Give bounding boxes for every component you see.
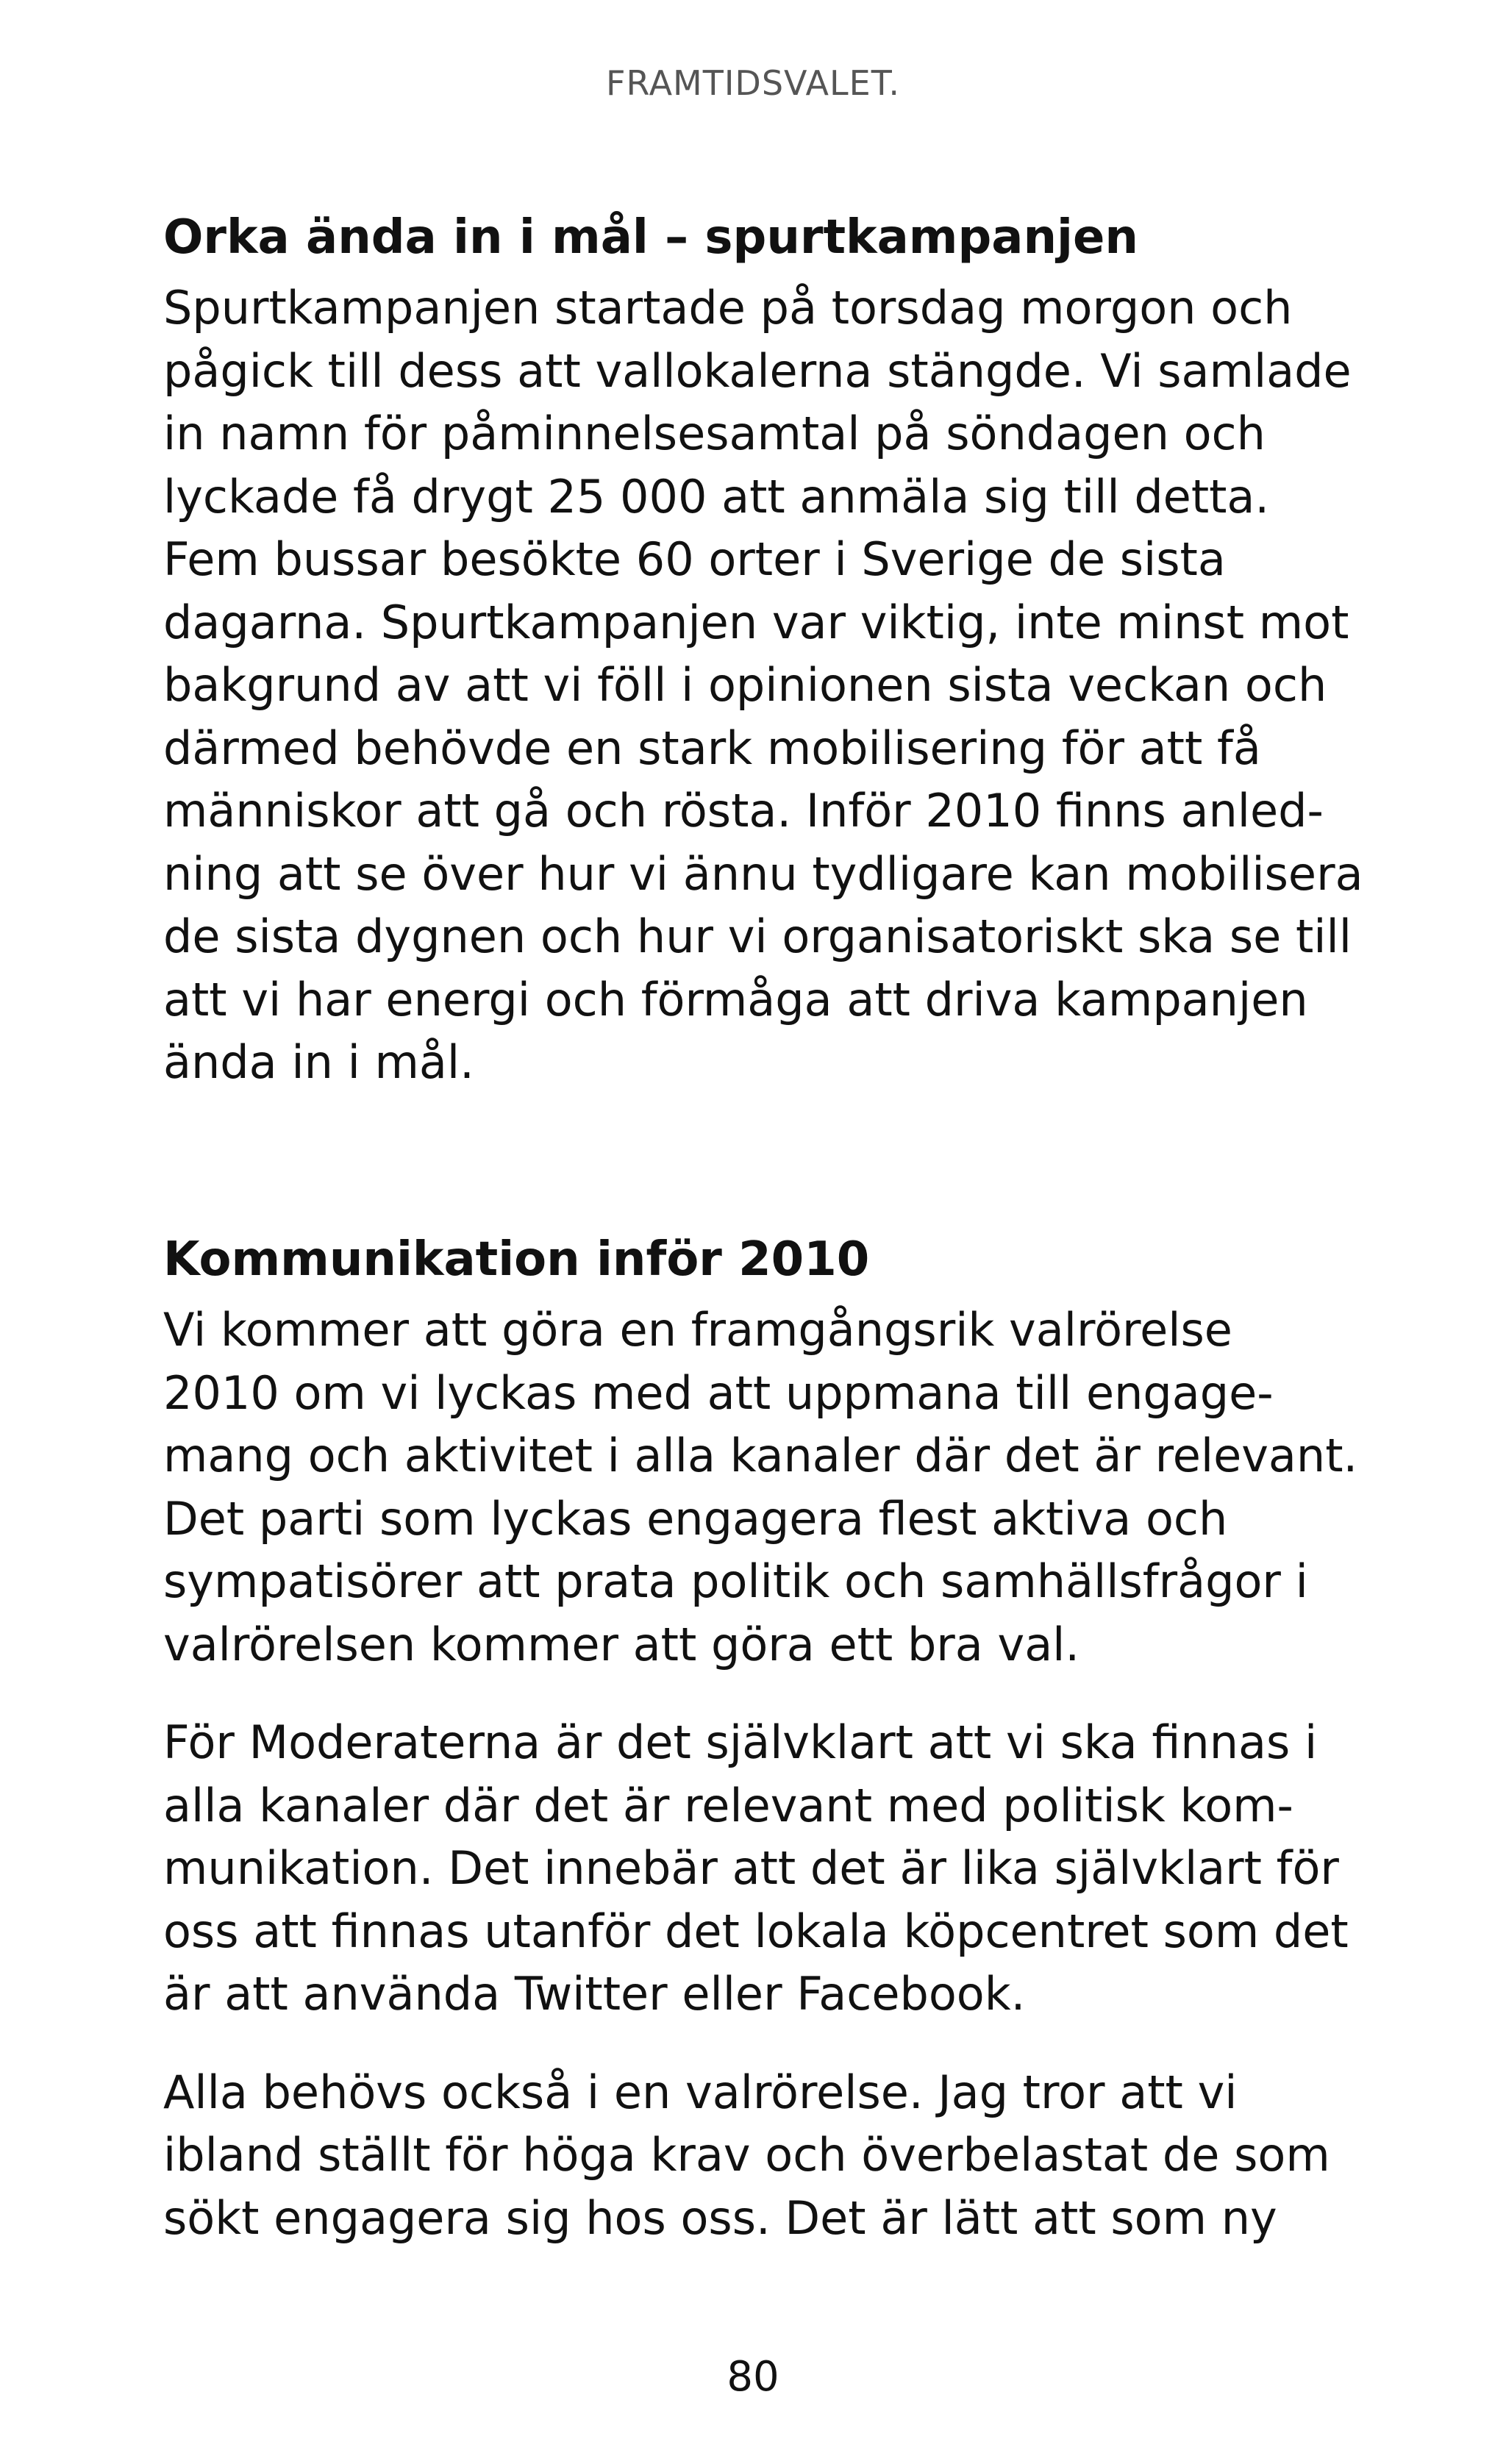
text-line: in namn för påminnelsesamtal på söndagen och — [163, 407, 1266, 460]
text-line: 2010 om vi lyckas med att uppmana till engage- — [163, 1365, 1274, 1420]
paragraph — [163, 276, 1363, 1094]
text-line: bakgrund av att vi föll i opinionen sista veckan och — [163, 658, 1327, 712]
text-line: sökt engagera sig hos oss. Det är lätt att som ny — [163, 2190, 1277, 2245]
text-line: sympatisörer att prata politik och samhällsfrågor i — [163, 1554, 1308, 1608]
text-line: ända in i mål. — [163, 1035, 474, 1089]
text-line: därmed behövde en stark mobilisering för att få — [163, 721, 1261, 775]
text-line: är att använda Twitter eller Facebook. — [163, 1967, 1026, 2021]
page-number: 80 — [727, 2353, 779, 2401]
paragraph-spacer — [163, 1676, 1281, 1711]
text-line: För Moderaterna är det självklart att vi ska finnas i — [163, 1715, 1318, 1769]
text-line: Det parti som lyckas engagera flest aktiva och — [163, 1491, 1228, 1546]
text-line: valrörelsen kommer att göra ett bra val. — [163, 1617, 1080, 1671]
text-line: Alla behövs också i en valrörelse. Jag tror att vi — [163, 2065, 1238, 2119]
paragraph — [163, 1299, 1358, 1676]
running-header: FRAMTIDSVALET. — [606, 63, 900, 103]
section-heading: Kommunikation inför 2010 — [163, 1232, 870, 1287]
text-line: oss att finnas utanför det lokala köpcentret som det — [163, 1904, 1349, 1958]
text-line: Fem bussar besökte 60 orter i Sverige de sista — [163, 532, 1226, 586]
text-line: munikation. Det innebär att det är lika självklart för — [163, 1841, 1339, 1895]
section-kommunikation — [163, 1221, 1358, 2249]
text-line: de sista dygnen och hur vi organisatoriskt ska se till — [163, 910, 1352, 963]
text-line: ibland ställt för höga krav och överbelastat de som — [163, 2128, 1330, 2182]
section-spurtkampanjen — [163, 199, 1363, 1094]
paragraph — [163, 2061, 1330, 2250]
text-line: Vi kommer att göra en framgångsrik valrörelse — [163, 1303, 1232, 1357]
text-line: mang och aktivitet i alla kanaler där det är relevant. — [163, 1429, 1358, 1482]
text-line: människor att gå och rösta. Inför 2010 finns anled- — [163, 784, 1324, 838]
text-line: alla kanaler där det är relevant med politisk kom- — [163, 1778, 1293, 1832]
text-line: ning att se över hur vi ännu tydligare kan mobilisera — [163, 846, 1363, 901]
paragraph-spacer — [163, 2026, 1281, 2061]
text-line: att vi har energi och förmåga att driva kampanjen — [163, 972, 1308, 1026]
text-line: pågick till dess att vallokalerna stängde. Vi samlade — [163, 343, 1352, 398]
text-line: dagarna. Spurtkampanjen var viktig, inte minst mot — [163, 595, 1349, 649]
text-line: lyckade få drygt 25 000 att anmäla sig till detta. — [163, 469, 1270, 524]
text-line: Spurtkampanjen startade på torsdag morgon och — [163, 281, 1293, 335]
paragraph — [163, 1711, 1349, 2026]
section-heading: Orka ända in i mål – spurtkampanjen — [163, 210, 1138, 265]
